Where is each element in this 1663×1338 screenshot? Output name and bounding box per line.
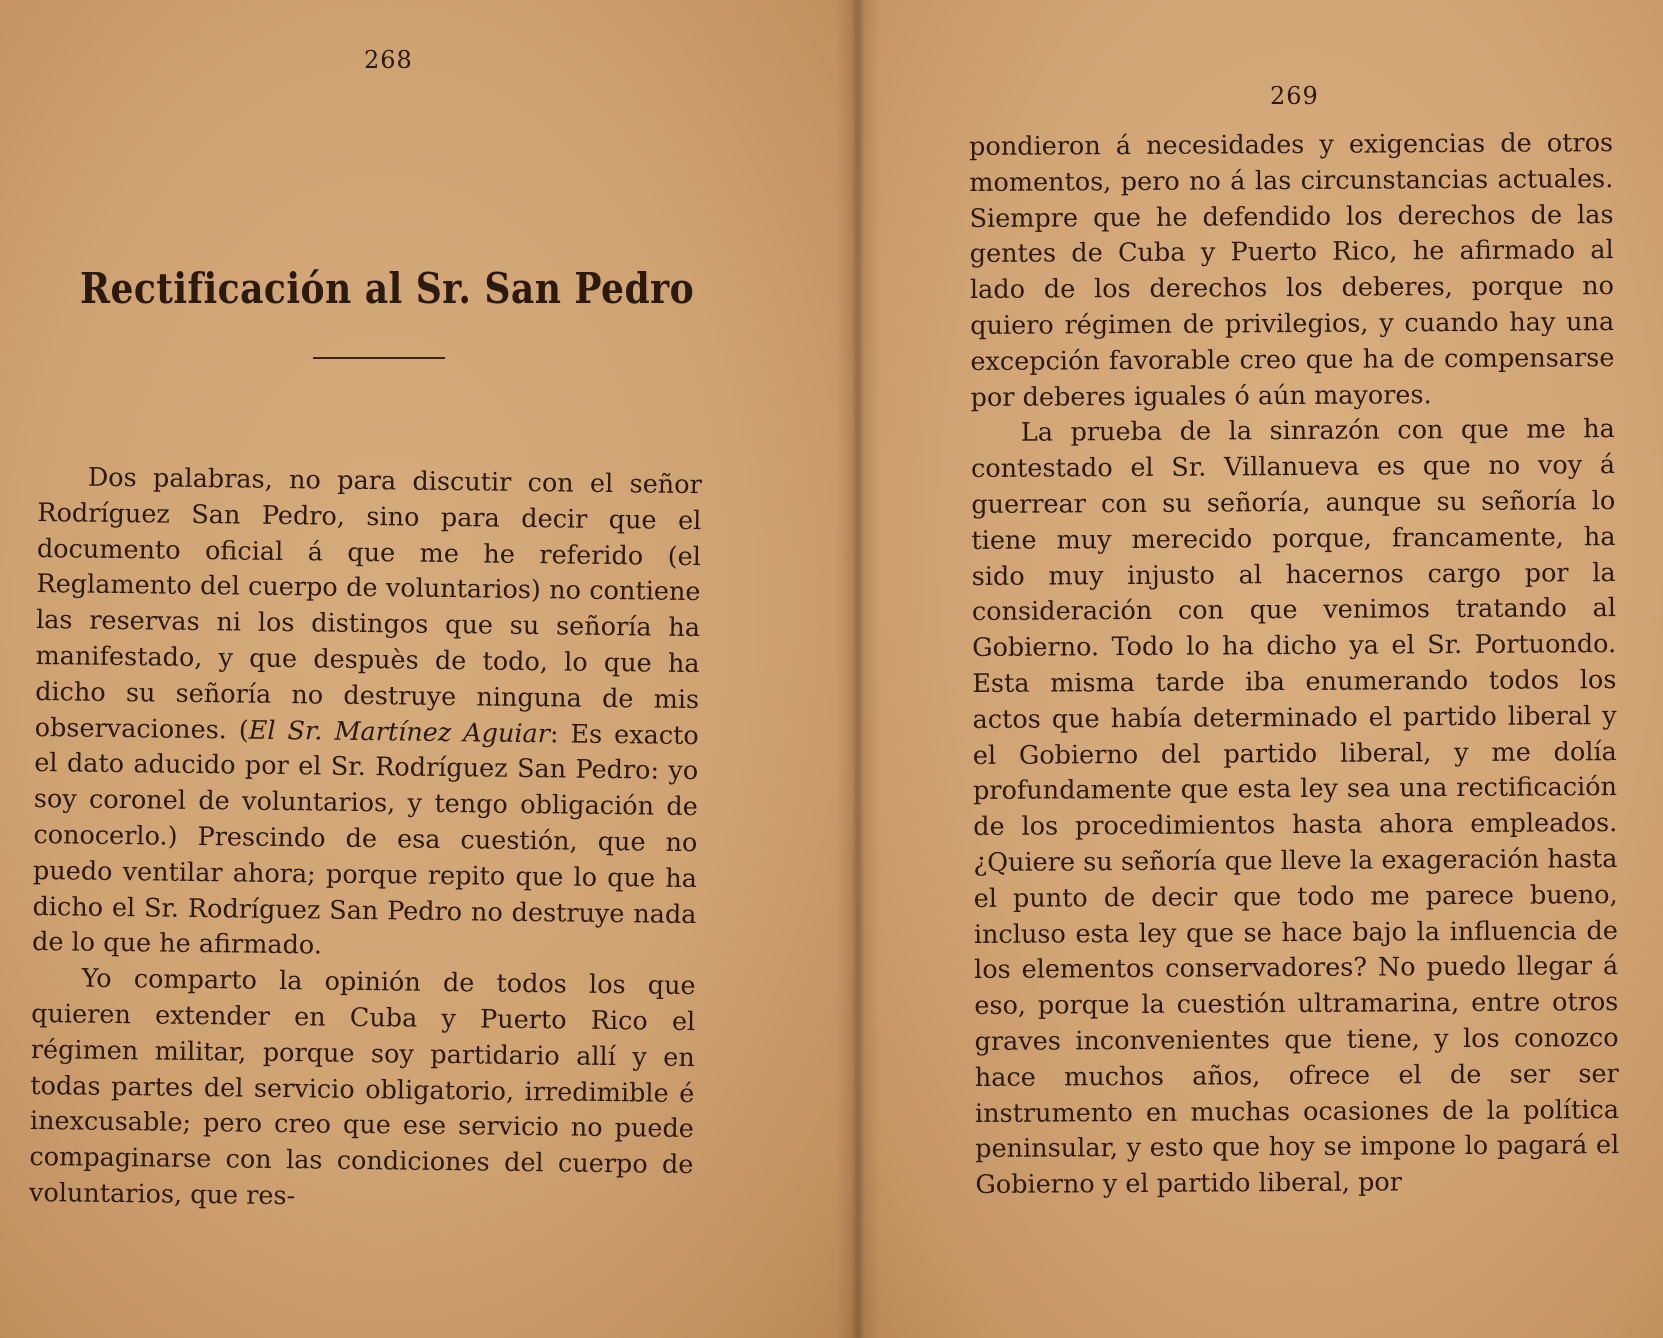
right-page (856, 0, 1663, 1338)
paragraph: Yo comparto la opinión de todos los que quieren extender en Cuba y Puerto Rico el régimen militar, porque soy partidario allí y en todas partes del servicio obligatorio, irredimible é inexcusable; pero creo que ese servicio no puede compaginarse con las condiciones del cuerpo de voluntarios, que res- (28, 963, 696, 1212)
italic-interjection: El Sr. Martínez Aguiar (248, 715, 551, 749)
paragraph: pondieron á necesidades y exigencias de otros momentos, pero no á las circunstancias actuales. Siempre que he defendido los derechos de las gentes de Cuba y Puerto Rico, he afirmado al lado de los derechos los deberes, porque no quiero régimen de privilegios, y cuando hay una excepción favorable creo que ha de compensarse por deberes iguales ó aún mayores. (969, 128, 1615, 413)
page-number: 268 (364, 46, 413, 74)
paragraph: La prueba de la sinrazón con que me ha contestado el Sr. Villanueva es que no voy á guerrear con su señoría, aunque su señoría lo tiene muy merecido porque, francamente, ha sido muy injusto al hacernos cargo por la consideración con que venimos tratando al Gobierno. Todo lo ha dicho ya el Sr. Portuondo. Esta misma tarde iba enumerando todos los actos que había determinado el partido liberal y el Gobierno del partido liberal, y me dolía profundamente que esta ley sea una rectificación de los procedimientos hasta ahora empleados. ¿Quiere su señoría que lleve la exageración hasta el punto de decir que todo me parece bueno, incluso esta ley que se hace bajo la influencia de los elementos conservadores? No puedo llegar á eso, porque la cuestión ultramarina, entre otros graves inconvenientes que tiene, y los conozco hace muchos años, ofrece el de ser ser instrumento en muchas ocasiones de la política peninsular, y esto que hoy se impone lo pagará el Gobierno y el partido liberal, por (970, 414, 1620, 1201)
paragraph (32, 460, 702, 969)
paragraph-text: : Es exacto el dato aducido por el Sr. Rodríguez San Pedro: yo soy coronel de voluntarios, y tengo obligación de conocerlo.) Prescindo de esa cuestión, que no puedo ventilar ahora; porque repito que lo que ha dicho el Sr. Rodríguez San Pedro no destruye nada de lo que he afirmado. (31, 718, 699, 961)
right-body-text (969, 126, 1620, 1204)
title-divider (313, 357, 445, 359)
page-number: 269 (1270, 82, 1319, 110)
chapter-title: Rectificación al Sr. San Pedro (80, 264, 695, 313)
left-body-text (29, 460, 702, 1220)
paragraph-text: Dos palabras, no para discutir con el señor Rodríguez San Pedro, sino para decir que el documento oficial á que me he referido (el Reglamento del cuerpo de voluntarios) no contiene las reservas ni los distingos que su señoría ha manifestado, y que despuès de todo, lo que ha dicho su señoría no destruye ninguna de mis observaciones. ( (34, 462, 702, 746)
